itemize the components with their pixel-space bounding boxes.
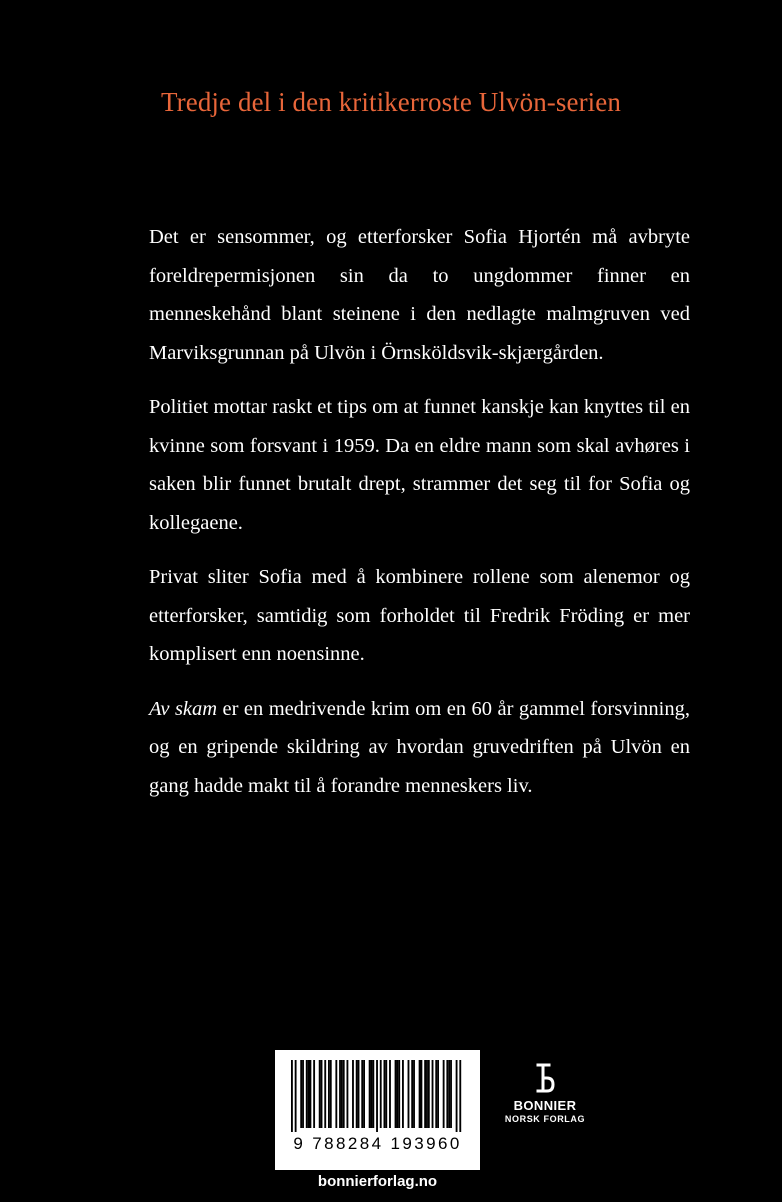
blurb-paragraph-4	[149, 690, 690, 806]
barcode-bar	[347, 1060, 349, 1128]
barcode-bar	[363, 1060, 365, 1128]
barcode-bar	[450, 1060, 452, 1128]
barcode-bar	[339, 1060, 341, 1128]
barcode-bar	[437, 1060, 439, 1128]
barcode-bar	[448, 1060, 450, 1128]
bonnier-b-logo-icon	[534, 1062, 556, 1094]
barcode-bar	[372, 1060, 374, 1128]
barcode-bar	[389, 1060, 391, 1128]
barcode-bar	[435, 1060, 437, 1128]
barcode-bar	[396, 1060, 398, 1128]
blurb-paragraph-4-text: er en medrivende krim om en 60 år gammel forsvinning, og en gripende skildring av hvordan gruvedriften på Ulvön en gang hadde makt til å forandre menneskers liv.	[149, 697, 690, 797]
barcode-bar	[310, 1060, 312, 1128]
barcode-bar	[428, 1060, 430, 1128]
barcode-bar	[376, 1060, 378, 1132]
barcode-bar	[446, 1060, 448, 1128]
barcode-bar	[335, 1060, 337, 1128]
barcode-bar	[413, 1060, 415, 1128]
barcode-bar	[398, 1060, 400, 1128]
publisher-website: bonnierforlag.no	[317, 1173, 438, 1190]
barcode-bar	[411, 1060, 413, 1128]
barcode-bar	[341, 1060, 343, 1128]
barcode-bar	[421, 1060, 423, 1128]
isbn-barcode	[275, 1050, 480, 1170]
barcode-bar	[343, 1060, 345, 1128]
back-cover-blurb	[149, 218, 690, 821]
barcode-bar	[424, 1060, 426, 1128]
barcode-bar	[300, 1060, 302, 1128]
publisher-name: BONNIER	[513, 1098, 577, 1113]
barcode-bar	[395, 1060, 397, 1128]
blurb-paragraph-2: Politiet mottar raskt et tips om at funnet kanskje kan knyttes til en kvinne som forsvant i 1959. Da en eldre mann som skal avhøres i saken blir funnet brutalt drept, strammer det seg til for Sofia og kollegaene.	[149, 396, 690, 534]
barcode-bar	[380, 1060, 382, 1128]
barcode-bar	[369, 1060, 371, 1128]
barcode-bar	[459, 1060, 461, 1132]
barcode-bar	[361, 1060, 363, 1128]
series-tagline: Tredje del i den kritikerroste Ulvön-serien	[161, 87, 621, 117]
barcode-bar	[324, 1060, 326, 1128]
barcode-bar	[456, 1060, 458, 1132]
barcode-bar	[295, 1060, 297, 1132]
barcode-bar	[371, 1060, 373, 1128]
barcode-bar	[328, 1060, 330, 1128]
barcode-bar	[321, 1060, 323, 1128]
barcode-bar	[356, 1060, 358, 1128]
barcode-bar	[432, 1060, 434, 1128]
barcode-bar	[306, 1060, 308, 1128]
barcode-bar	[419, 1060, 421, 1128]
isbn-number: 9 788284 193960	[293, 1134, 462, 1153]
barcode-bars	[275, 1050, 480, 1134]
publisher-logo	[495, 1062, 595, 1125]
barcode-bar	[358, 1060, 360, 1128]
barcode-bar	[308, 1060, 310, 1128]
barcode-bar	[426, 1060, 428, 1128]
publisher-subtitle: NORSK FORLAG	[504, 1114, 586, 1124]
barcode-bar	[402, 1060, 404, 1128]
barcode-bar	[302, 1060, 304, 1128]
barcode-bar	[443, 1060, 445, 1128]
barcode-bar	[319, 1060, 321, 1128]
book-title: Av skam	[149, 697, 218, 720]
blurb-paragraph-3: Privat sliter Sofia med å kombinere rollene som alenemor og etterforsker, samtidig som forholdet til Fredrik Fröding er mer komplisert enn noensinne.	[149, 566, 690, 665]
barcode-bar	[291, 1060, 293, 1132]
barcode-bar	[313, 1060, 315, 1128]
barcode-bar	[384, 1060, 386, 1128]
barcode-bar	[385, 1060, 387, 1128]
blurb-paragraph-1: Det er sensommer, og etterforsker Sofia Hjortén må avbryte foreldrepermisjonen sin da to ungdommer finner en menneskehånd blant steinene i den nedlagte malmgruven ved Marviksgrunnan på Ulvön i Örnsköldsvik-skjærgården.	[149, 226, 690, 364]
barcode-bar	[352, 1060, 354, 1128]
barcode-bar	[408, 1060, 410, 1128]
barcode-bar	[330, 1060, 332, 1128]
